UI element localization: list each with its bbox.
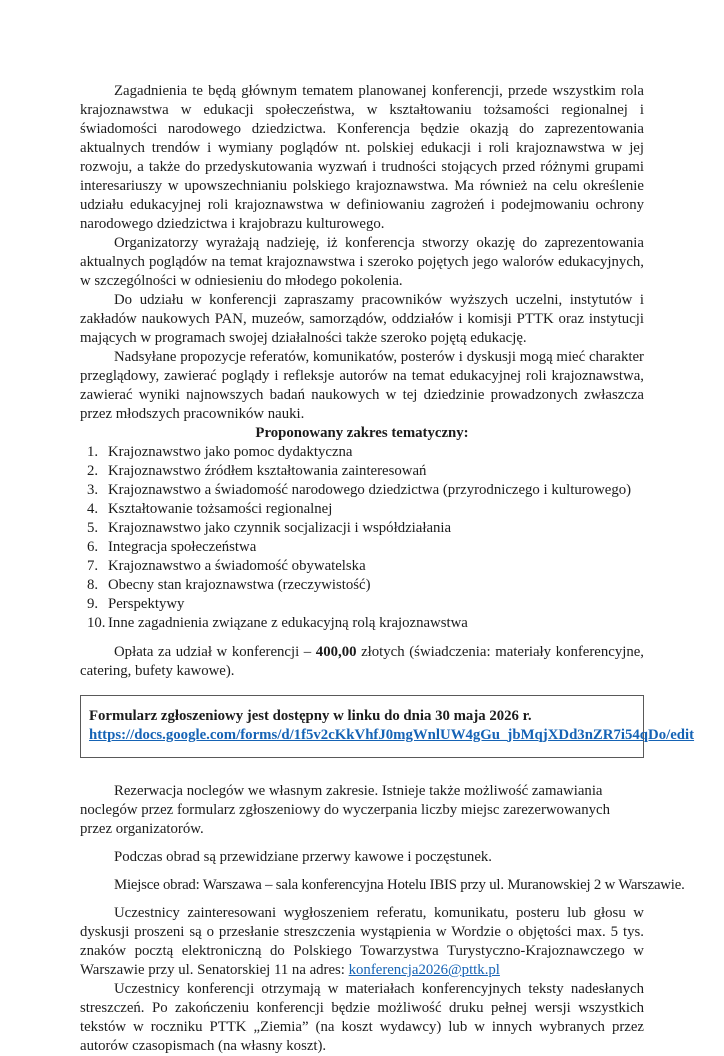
paragraph-proposals: Nadsyłane propozycje referatów, komunikatów, posterów i dyskusji mogą mieć charakter przeglądowy, zawierać poglądy i refleksje autorów na temat edukacyjnej roli krajoznawstwa, zawierać wyniki najnowszych badań naukowych w tej dziedzinie prowadzonych zwłaszcza przez młodszych pracowników nauki. [80, 349, 644, 422]
list-item [87, 557, 644, 576]
list-item-text: Krajoznawstwo a świadomość narodowego dziedzictwa (przyrodniczego i kulturowego) [108, 482, 632, 498]
list-item-number: 4. [87, 501, 99, 517]
list-item [87, 576, 644, 595]
list-item [87, 519, 644, 538]
list-item [87, 595, 644, 614]
form-box-heading: Formularz zgłoszeniowy jest dostępny w linku do dnia 30 maja 2026 r. [89, 708, 532, 724]
list-item-text: Krajoznawstwo jako czynnik socjalizacji i współdziałania [108, 520, 452, 536]
registration-form-link[interactable]: https://docs.google.com/forms/d/1f5v2cKkVhfJ0mgWnlUW4gGu_jbMqjXDd3nZR7i54qDo/edit [89, 727, 695, 743]
paragraph-organizers-hope: Organizatorzy wyrażają nadzieję, iż konferencja stworzy okazję do zaprezentowania aktualnych poglądów na temat krajoznawstwa i szeroko pojętych jego walorów edukacyjnych, w szczególności w odniesieniu do młodego pokolenia. [80, 235, 644, 289]
paragraph-coffee-breaks: Podczas obrad są przewidziane przerwy kawowe i poczęstunek. [114, 849, 492, 865]
list-item [87, 443, 644, 462]
list-item [87, 462, 644, 481]
list-item [87, 500, 644, 519]
list-item [87, 614, 644, 633]
paragraph-publication: Uczestnicy konferencji otrzymają w materiałach konferencyjnych teksty nadesłanych streszczeń. Po zakończeniu konferencji będzie możliwość druku pełnej wersji wszystkich tekstów w roczniku PTTK „Ziemia” (na koszt wydawcy) lub w innych wybranych przez autorów czasopismach (na własny koszt). [80, 981, 644, 1054]
list-item-text: Inne zagadnienia związane z edukacyjną rolą krajoznawstwa [108, 615, 468, 631]
topics-list [80, 443, 644, 633]
list-item-number: 1. [87, 444, 99, 460]
list-item [87, 538, 644, 557]
list-item-text: Perspektywy [108, 596, 185, 612]
list-item-text: Krajoznawstwo źródłem kształtowania zainteresowań [108, 463, 427, 479]
list-item [87, 481, 644, 500]
list-item-text: Integracja społeczeństwa [108, 539, 257, 555]
email-link[interactable]: konferencja2026@pttk.pl [348, 962, 500, 978]
list-item-number: 5. [87, 520, 99, 536]
list-item-number: 2. [87, 463, 99, 479]
list-item-number: 8. [87, 577, 99, 593]
fee-amount: 400,00 [315, 644, 357, 660]
list-item-text: Krajoznawstwo a świadomość obywatelska [108, 558, 366, 574]
paragraph-submission [80, 904, 644, 980]
list-item-number: 7. [87, 558, 99, 574]
list-item-text: Obecny stan krajoznawstwa (rzeczywistość) [108, 577, 371, 593]
list-item-number: 9. [87, 596, 99, 612]
list-item-text: Kształtowanie tożsamości regionalnej [108, 501, 333, 517]
submission-text: Uczestnicy zainteresowani wygłoszeniem referatu, komunikatu, posteru lub głosu w dyskusji proszeni są o przesłanie streszczenia wystąpienia w Wordzie o objętości max. 5 tys. znaków pocztą elektroniczną do Polskiego Towarzystwa Turystyczno-Krajoznawczego w Warszawie przy ul. Senatorskiej 11 na adres: [80, 905, 644, 978]
paragraph-lodging: Rezerwacja noclegów we własnym zakresie. Istnieje także możliwość zamawiania noclegów przez formularz zgłoszeniowy do wyczerpania liczby miejsc zarezerwowanych przez organizatorów. [80, 783, 610, 837]
fee-text-before: Opłata za udział w konferencji – [114, 644, 316, 660]
list-item-number: 10. [87, 615, 106, 631]
fee-paragraph [80, 643, 644, 681]
paragraph-conference-topics: Zagadnienia te będą głównym tematem planowanej konferencji, przede wszystkim rola krajoznawstwa w edukacji społeczeństwa, w kształtowaniu tożsamości regionalnej i świadomości narodowego dziedzictwa. Konferencja będzie okazją do zaprezentowania aktualnych trendów i wymiany poglądów nt. polskiej edukacji i roli krajoznawstwa w jej rozwoju, a także do przedyskutowania wyzwań i trudności stojących przed różnymi grupami interesariuszy w upowszechnianiu polskiego krajoznawstwa. Ma również na celu określenie udziału edukacyjnej roli krajoznawstwa w definiowaniu zagrożeń i podejmowaniu ochrony narodowego dziedzictwa i krajobrazu kulturowego. [80, 83, 644, 232]
registration-form-box [80, 695, 695, 758]
list-item-number: 3. [87, 482, 99, 498]
list-item-text: Krajoznawstwo jako pomoc dydaktyczna [108, 444, 353, 460]
paragraph-invitation: Do udziału w konferencji zapraszamy pracowników wyższych uczelni, instytutów i zakładów naukowych PAN, muzeów, samorządów, oddziałów i komisji PTTK oraz instytucji mających w programach swojej działalności także szeroko pojętą edukację. [80, 292, 644, 346]
topics-list-heading: Proponowany zakres tematyczny: [255, 425, 469, 441]
list-item-number: 6. [87, 539, 99, 555]
fee-text-after: złotych (świadczenia: materiały konferencyjne, catering, bufety kawowe). [80, 644, 644, 679]
paragraph-venue: Miejsce obrad: Warszawa – sala konferencyjna Hotelu IBIS przy ul. Muranowskiej 2 w Warszawie. [114, 877, 685, 893]
